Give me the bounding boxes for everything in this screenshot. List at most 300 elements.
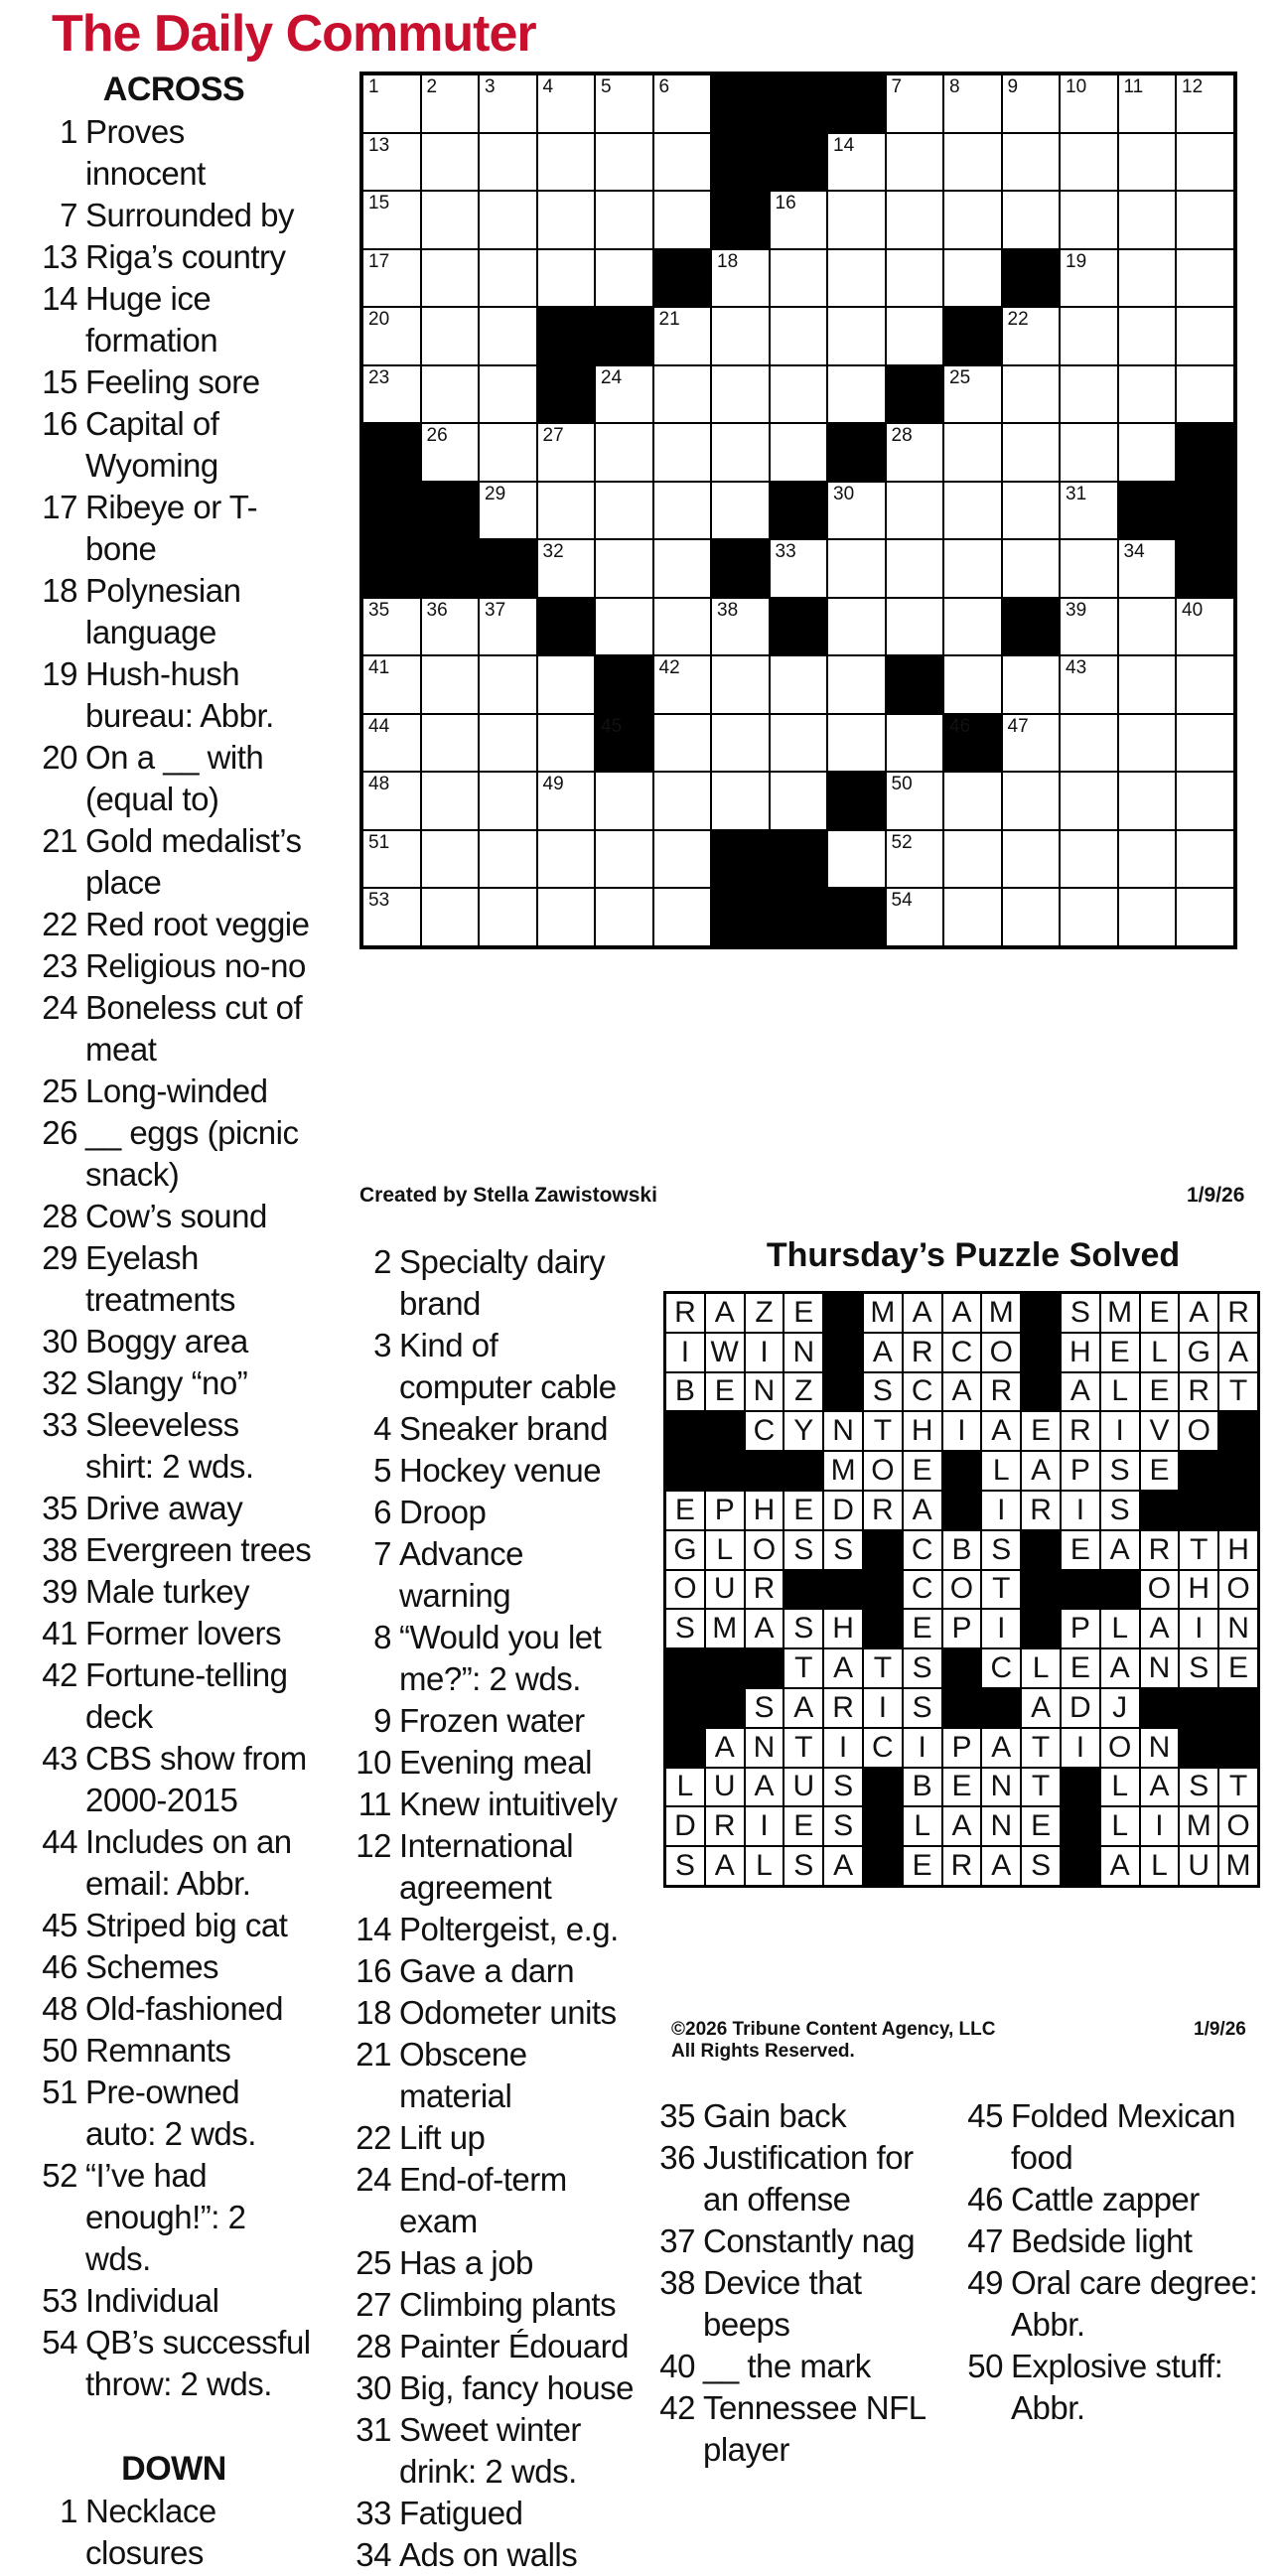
grid-cell[interactable] <box>362 714 421 773</box>
grid-cell[interactable] <box>711 307 770 365</box>
grid-cell[interactable] <box>770 772 828 830</box>
grid-cell[interactable] <box>653 423 712 482</box>
grid-cell[interactable] <box>653 598 712 656</box>
grid-cell[interactable] <box>421 772 480 830</box>
grid-cell[interactable] <box>886 191 944 249</box>
across-clue-42[interactable] <box>36 1654 312 1738</box>
grid-cell[interactable] <box>653 74 712 133</box>
grid-cell[interactable] <box>827 191 886 249</box>
grid-cell[interactable] <box>711 598 770 656</box>
across-clue-39[interactable] <box>36 1571 312 1613</box>
grid-cell[interactable] <box>943 482 1002 540</box>
grid-cell[interactable] <box>827 655 886 714</box>
grid-cell[interactable] <box>595 423 653 482</box>
grid-cell[interactable] <box>479 307 537 365</box>
down-header: DOWN <box>121 2450 226 2488</box>
grid-cell[interactable] <box>595 365 653 424</box>
grid-cell[interactable] <box>770 423 828 482</box>
grid-cell[interactable] <box>595 598 653 656</box>
across-clue-24[interactable] <box>36 987 312 1071</box>
grid-cell[interactable] <box>711 772 770 830</box>
grid-cell[interactable] <box>595 888 653 946</box>
grid-cell[interactable] <box>827 482 886 540</box>
grid-cell[interactable] <box>362 365 421 424</box>
grid-cell[interactable] <box>1118 191 1177 249</box>
grid-cell[interactable] <box>1176 133 1234 192</box>
down-clue-24[interactable] <box>350 2159 638 2242</box>
grid-cell[interactable] <box>479 888 537 946</box>
across-clue-22[interactable] <box>36 904 312 945</box>
grid-cell[interactable] <box>595 191 653 249</box>
grid-cell[interactable] <box>1176 655 1234 714</box>
grid-cell[interactable] <box>479 191 537 249</box>
grid-cell[interactable] <box>886 598 944 656</box>
down-clue-22[interactable] <box>350 2117 638 2159</box>
across-clue-51[interactable] <box>36 2072 312 2155</box>
grid-cell[interactable] <box>595 539 653 598</box>
across-clue-33[interactable] <box>36 1404 312 1488</box>
across-clue-41[interactable] <box>36 1613 312 1654</box>
grid-cell[interactable] <box>1060 74 1118 133</box>
grid-cell[interactable] <box>362 598 421 656</box>
grid-cell[interactable] <box>653 365 712 424</box>
grid-cell[interactable] <box>943 539 1002 598</box>
grid-cell[interactable] <box>362 772 421 830</box>
down-clue-38[interactable] <box>653 2262 951 2346</box>
grid-cell[interactable] <box>1002 307 1061 365</box>
down-clue-7[interactable] <box>350 1533 638 1617</box>
grid-cell[interactable] <box>653 830 712 889</box>
grid-cell[interactable] <box>421 423 480 482</box>
down-clue-4[interactable] <box>350 1408 638 1450</box>
grid-cell[interactable] <box>943 133 1002 192</box>
down-clue-21[interactable] <box>350 2034 638 2117</box>
solution-letter: E <box>1218 1648 1258 1688</box>
clue-text: __ the mark <box>703 2348 871 2384</box>
across-clue-16[interactable] <box>36 403 312 487</box>
across-clue-25[interactable] <box>36 1071 312 1112</box>
grid-cell[interactable] <box>1002 714 1061 773</box>
grid-cell[interactable] <box>1002 365 1061 424</box>
down-clue-2[interactable] <box>350 1241 638 1325</box>
black-square <box>421 482 480 540</box>
grid-cell[interactable] <box>537 249 596 308</box>
grid-cell[interactable] <box>1118 830 1177 889</box>
down-clue-16[interactable] <box>350 1950 638 1992</box>
down-clue-18[interactable] <box>350 1992 638 2034</box>
grid-cell[interactable] <box>1060 133 1118 192</box>
grid-cell[interactable] <box>595 830 653 889</box>
grid-cell[interactable] <box>1176 772 1234 830</box>
puzzle-date: 1/9/26 <box>1187 1184 1245 1207</box>
black-square <box>537 307 596 365</box>
grid-cell[interactable] <box>827 539 886 598</box>
across-clue-20[interactable] <box>36 737 312 820</box>
grid-cell[interactable] <box>421 133 480 192</box>
down-clue-50[interactable] <box>961 2346 1259 2429</box>
across-clue-43[interactable] <box>36 1738 312 1821</box>
grid-cell[interactable] <box>1118 307 1177 365</box>
solution-letter: R <box>705 1806 745 1846</box>
grid-cell[interactable] <box>886 307 944 365</box>
black-square <box>537 598 596 656</box>
down-clue-46[interactable] <box>961 2179 1259 2220</box>
grid-cell[interactable] <box>1060 423 1118 482</box>
grid-cell[interactable] <box>421 191 480 249</box>
cell-number: 43 <box>1066 657 1087 678</box>
solution-black-square <box>745 1648 784 1688</box>
grid-cell[interactable] <box>770 539 828 598</box>
grid-cell[interactable] <box>362 655 421 714</box>
grid-cell[interactable] <box>711 655 770 714</box>
grid-cell[interactable] <box>653 714 712 773</box>
grid-row <box>362 830 1234 889</box>
down-clue-45[interactable] <box>961 2095 1259 2179</box>
across-clue-29[interactable] <box>36 1237 312 1321</box>
across-clue-21[interactable] <box>36 820 312 904</box>
across-clue-7[interactable] <box>36 195 312 236</box>
grid-cell[interactable] <box>653 307 712 365</box>
across-clue-15[interactable] <box>36 361 312 403</box>
grid-cell[interactable] <box>1118 714 1177 773</box>
across-clue-32[interactable] <box>36 1362 312 1404</box>
down-clue-47[interactable] <box>961 2220 1259 2262</box>
down-clue-10[interactable] <box>350 1742 638 1784</box>
grid-cell[interactable] <box>421 74 480 133</box>
grid-cell[interactable] <box>1002 772 1061 830</box>
down-clue-35[interactable] <box>653 2095 951 2137</box>
grid-cell[interactable] <box>421 655 480 714</box>
grid-cell[interactable] <box>1176 714 1234 773</box>
grid-cell[interactable] <box>1176 830 1234 889</box>
grid-cell[interactable] <box>1060 307 1118 365</box>
grid-cell[interactable] <box>421 598 480 656</box>
grid-cell[interactable] <box>827 598 886 656</box>
clue-text: Device that beeps <box>703 2264 862 2343</box>
across-clue-50[interactable] <box>36 2030 312 2072</box>
solution-letter: W <box>705 1333 745 1372</box>
grid-cell[interactable] <box>711 423 770 482</box>
grid-cell[interactable] <box>362 307 421 365</box>
across-clue-35[interactable] <box>36 1488 312 1529</box>
grid-cell[interactable] <box>1060 714 1118 773</box>
down-clue-36[interactable] <box>653 2137 951 2220</box>
grid-cell[interactable] <box>943 365 1002 424</box>
solution-letter: M <box>1100 1293 1140 1333</box>
grid-cell[interactable] <box>595 772 653 830</box>
down-clue-11[interactable] <box>350 1784 638 1825</box>
grid-cell[interactable] <box>943 74 1002 133</box>
solution-letter: A <box>1140 1609 1180 1648</box>
grid-cell[interactable] <box>1176 74 1234 133</box>
grid-cell[interactable] <box>362 830 421 889</box>
grid-row <box>362 191 1234 249</box>
grid-cell[interactable] <box>1002 191 1061 249</box>
grid-cell[interactable] <box>943 888 1002 946</box>
grid-cell[interactable] <box>1002 133 1061 192</box>
grid-cell[interactable] <box>1118 365 1177 424</box>
grid-cell[interactable] <box>770 365 828 424</box>
grid-cell[interactable] <box>362 191 421 249</box>
grid-cell[interactable] <box>1118 772 1177 830</box>
grid-cell[interactable] <box>711 482 770 540</box>
grid-cell[interactable] <box>1118 598 1177 656</box>
grid-cell[interactable] <box>827 133 886 192</box>
grid-cell[interactable] <box>653 772 712 830</box>
solution-letter: Y <box>783 1411 823 1451</box>
grid-cell[interactable] <box>1002 74 1061 133</box>
down-clue-27[interactable] <box>350 2284 638 2326</box>
clue-text: Has a job <box>399 2244 533 2281</box>
grid-cell[interactable] <box>421 830 480 889</box>
black-square <box>770 133 828 192</box>
grid-cell[interactable] <box>479 133 537 192</box>
grid-cell[interactable] <box>537 714 596 773</box>
down-clue-40[interactable] <box>653 2346 951 2387</box>
grid-cell[interactable] <box>827 249 886 308</box>
across-clue-23[interactable] <box>36 945 312 987</box>
grid-cell[interactable] <box>827 365 886 424</box>
grid-cell[interactable] <box>1118 888 1177 946</box>
black-square <box>1176 423 1234 482</box>
grid-cell[interactable] <box>886 830 944 889</box>
clue-text: Gain back <box>703 2097 847 2134</box>
grid-row <box>362 539 1234 598</box>
grid-cell[interactable] <box>479 830 537 889</box>
across-clue-53[interactable] <box>36 2280 312 2322</box>
grid-cell[interactable] <box>1176 365 1234 424</box>
grid-cell[interactable] <box>479 365 537 424</box>
across-clue-26[interactable] <box>36 1112 312 1196</box>
across-clue-38[interactable] <box>36 1529 312 1571</box>
across-clue-54[interactable] <box>36 2322 312 2405</box>
down-clue-3[interactable] <box>350 1325 638 1408</box>
grid-cell[interactable] <box>886 714 944 773</box>
down-clue-8[interactable] <box>350 1617 638 1700</box>
grid-cell[interactable] <box>537 772 596 830</box>
across-clue-30[interactable] <box>36 1321 312 1362</box>
grid-cell[interactable] <box>479 598 537 656</box>
grid-cell[interactable] <box>421 249 480 308</box>
grid-cell[interactable] <box>886 74 944 133</box>
grid-cell[interactable] <box>421 307 480 365</box>
grid-cell[interactable] <box>1002 539 1061 598</box>
down-clue-25[interactable] <box>350 2242 638 2284</box>
across-clue-28[interactable] <box>36 1196 312 1237</box>
grid-cell[interactable] <box>1060 365 1118 424</box>
down-clue-6[interactable] <box>350 1492 638 1533</box>
clue-number: 41 <box>42 1615 77 1651</box>
grid-cell[interactable] <box>421 888 480 946</box>
solution-letter: T <box>783 1648 823 1688</box>
solution-letter: S <box>823 1806 863 1846</box>
solution-letter: E <box>903 1846 942 1886</box>
grid-cell[interactable] <box>653 133 712 192</box>
grid-cell[interactable] <box>537 888 596 946</box>
grid-cell[interactable] <box>770 249 828 308</box>
across-clue-45[interactable] <box>36 1905 312 1946</box>
across-clue-14[interactable] <box>36 278 312 361</box>
grid-cell[interactable] <box>1002 482 1061 540</box>
across-clue-1[interactable] <box>36 111 312 195</box>
grid-cell[interactable] <box>1060 655 1118 714</box>
grid-cell[interactable] <box>479 74 537 133</box>
grid-cell[interactable] <box>1060 191 1118 249</box>
grid-cell[interactable] <box>827 830 886 889</box>
grid-cell[interactable] <box>1118 133 1177 192</box>
down-clue-49[interactable] <box>961 2262 1259 2346</box>
grid-cell[interactable] <box>711 365 770 424</box>
across-clue-19[interactable] <box>36 653 312 737</box>
grid-cell[interactable] <box>1176 888 1234 946</box>
down-clue-28[interactable] <box>350 2326 638 2367</box>
down-clue-30[interactable] <box>350 2367 638 2409</box>
grid-cell[interactable] <box>886 888 944 946</box>
grid-cell[interactable] <box>537 539 596 598</box>
down-clue-42[interactable] <box>653 2387 951 2471</box>
down-clue-34[interactable] <box>350 2534 638 2576</box>
grid-cell[interactable] <box>943 249 1002 308</box>
grid-cell[interactable] <box>770 307 828 365</box>
cell-number: 9 <box>1007 76 1019 97</box>
clue-text: Schemes <box>85 1948 219 1985</box>
solution-letter: I <box>1061 1491 1100 1530</box>
grid-cell[interactable] <box>595 249 653 308</box>
grid-cell[interactable] <box>1060 598 1118 656</box>
grid-cell[interactable] <box>653 191 712 249</box>
grid-cell[interactable] <box>886 772 944 830</box>
down-clue-31[interactable] <box>350 2409 638 2493</box>
grid-cell[interactable] <box>1118 74 1177 133</box>
down-clue-5[interactable] <box>350 1450 638 1492</box>
grid-cell[interactable] <box>886 539 944 598</box>
grid-cell[interactable] <box>943 830 1002 889</box>
grid-cell[interactable] <box>827 714 886 773</box>
down-clue-12[interactable] <box>350 1825 638 1909</box>
clue-text: Feeling sore <box>85 363 260 400</box>
clue-number: 18 <box>356 1994 391 2031</box>
down-clue-9[interactable] <box>350 1700 638 1742</box>
grid-cell[interactable] <box>943 598 1002 656</box>
grid-cell[interactable] <box>1176 598 1234 656</box>
grid-cell[interactable] <box>827 307 886 365</box>
across-clue-44[interactable] <box>36 1821 312 1905</box>
across-clue-13[interactable] <box>36 236 312 278</box>
grid-cell[interactable] <box>479 772 537 830</box>
grid-cell[interactable] <box>943 772 1002 830</box>
grid-cell[interactable] <box>1002 888 1061 946</box>
grid-cell[interactable] <box>479 423 537 482</box>
grid-cell[interactable] <box>886 482 944 540</box>
cell-number: 23 <box>368 366 390 388</box>
grid-cell[interactable] <box>711 714 770 773</box>
grid-cell[interactable] <box>711 249 770 308</box>
grid-cell[interactable] <box>537 423 596 482</box>
grid-cell[interactable] <box>595 74 653 133</box>
grid-cell[interactable] <box>1060 539 1118 598</box>
grid-cell[interactable] <box>595 133 653 192</box>
grid-cell[interactable] <box>943 423 1002 482</box>
grid-cell[interactable] <box>1176 249 1234 308</box>
solution-letter: T <box>1218 1768 1258 1807</box>
grid-cell[interactable] <box>479 249 537 308</box>
clue-text: Surrounded by <box>85 197 294 233</box>
across-clue-46[interactable] <box>36 1946 312 1988</box>
grid-cell[interactable] <box>1176 191 1234 249</box>
grid-cell[interactable] <box>1060 830 1118 889</box>
grid-cell[interactable] <box>421 365 480 424</box>
grid-cell[interactable] <box>362 74 421 133</box>
across-clue-52[interactable] <box>36 2155 312 2280</box>
grid-cell[interactable] <box>1060 482 1118 540</box>
grid-cell[interactable] <box>1118 249 1177 308</box>
grid-cell[interactable] <box>1118 539 1177 598</box>
grid-cell[interactable] <box>886 133 944 192</box>
grid-cell[interactable] <box>943 191 1002 249</box>
grid-cell[interactable] <box>362 888 421 946</box>
grid-cell[interactable] <box>479 714 537 773</box>
grid-cell[interactable] <box>537 655 596 714</box>
grid-cell[interactable] <box>653 655 712 714</box>
grid-cell[interactable] <box>595 482 653 540</box>
grid-cell[interactable] <box>1118 655 1177 714</box>
grid-cell[interactable] <box>1060 888 1118 946</box>
clue-number: 27 <box>356 2286 391 2323</box>
grid-cell[interactable] <box>653 539 712 598</box>
cell-number: 45 <box>601 715 623 737</box>
across-clue-17[interactable] <box>36 487 312 570</box>
grid-cell[interactable] <box>943 655 1002 714</box>
down-clue-1[interactable] <box>36 2491 312 2574</box>
black-square <box>1118 482 1177 540</box>
grid-cell[interactable] <box>770 714 828 773</box>
grid-cell[interactable] <box>1002 423 1061 482</box>
grid-cell[interactable] <box>479 482 537 540</box>
across-clue-48[interactable] <box>36 1988 312 2030</box>
grid-cell[interactable] <box>886 249 944 308</box>
cell-number: 21 <box>658 309 680 330</box>
grid-cell[interactable] <box>1176 307 1234 365</box>
grid-cell[interactable] <box>1002 830 1061 889</box>
grid-cell[interactable] <box>1060 249 1118 308</box>
clue-text: QB’s successful throw: 2 wds. <box>85 2324 311 2402</box>
grid-cell[interactable] <box>479 655 537 714</box>
grid-cell[interactable] <box>421 714 480 773</box>
grid-cell[interactable] <box>537 482 596 540</box>
grid-cell[interactable] <box>537 74 596 133</box>
grid-cell[interactable] <box>1118 423 1177 482</box>
down-clue-37[interactable] <box>653 2220 951 2262</box>
down-clue-14[interactable] <box>350 1909 638 1950</box>
down-clue-33[interactable] <box>350 2493 638 2534</box>
grid-cell[interactable] <box>770 191 828 249</box>
across-clue-18[interactable] <box>36 570 312 653</box>
grid-cell[interactable] <box>770 655 828 714</box>
grid-cell[interactable] <box>653 482 712 540</box>
grid-cell[interactable] <box>1002 655 1061 714</box>
cell-number: 29 <box>485 483 506 504</box>
grid-cell[interactable] <box>537 830 596 889</box>
crossword-grid[interactable] <box>359 72 1237 949</box>
grid-cell[interactable] <box>537 133 596 192</box>
clue-text: End-of-term exam <box>399 2161 567 2239</box>
grid-cell[interactable] <box>362 133 421 192</box>
grid-cell[interactable] <box>537 191 596 249</box>
grid-cell[interactable] <box>653 888 712 946</box>
grid-cell[interactable] <box>362 249 421 308</box>
grid-cell[interactable] <box>1060 772 1118 830</box>
grid-cell[interactable] <box>886 423 944 482</box>
